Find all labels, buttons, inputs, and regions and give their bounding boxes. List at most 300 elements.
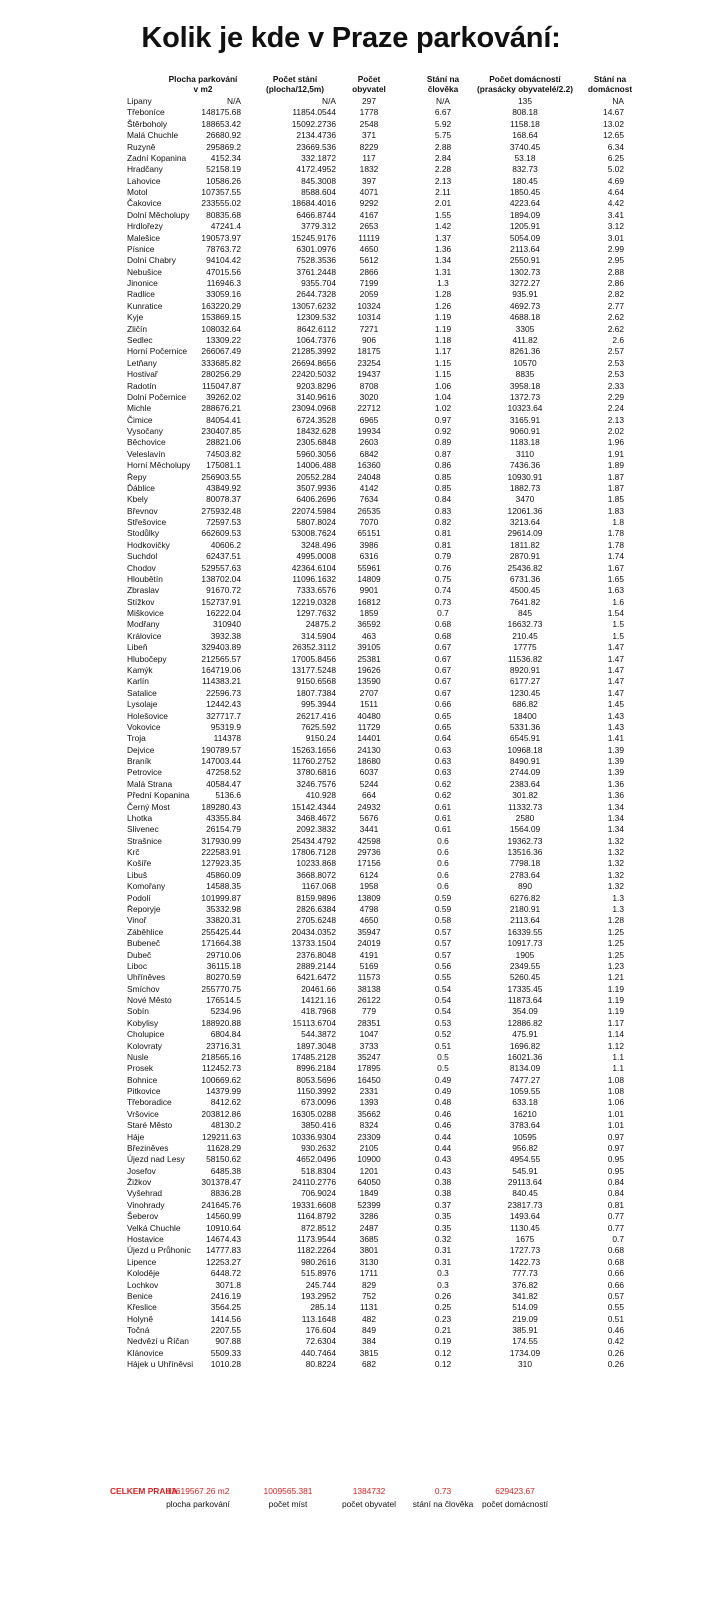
- table-row: [0, 96, 702, 107]
- table-row: [0, 187, 702, 198]
- spaces-per-person-cell: 0.32: [434, 1234, 452, 1244]
- parking-area-cell: 108032.64: [201, 323, 241, 334]
- households-cell: 10968.18: [507, 744, 543, 755]
- parking-spaces-cell: 1182.2264: [297, 1245, 336, 1256]
- households-cell: 777.73: [512, 1268, 538, 1279]
- households-cell: 16021.36: [507, 1051, 543, 1062]
- parking-area-cell: 14560.99: [206, 1211, 241, 1222]
- district-name-cell: Štěrboholy: [127, 118, 168, 129]
- parking-spaces-cell: 3140.9616: [296, 391, 336, 402]
- parking-spaces-cell: 2092.3832: [296, 824, 336, 835]
- households-cell: 1205.91: [509, 221, 541, 232]
- spaces-per-person-cell: 0.6: [437, 869, 449, 880]
- spaces-per-person-cell: 0.67: [434, 642, 452, 653]
- households-cell: 545.91: [512, 1165, 538, 1176]
- population-cell: 1711: [359, 1268, 378, 1279]
- spaces-per-person-cell: 0.63: [434, 756, 452, 767]
- population-cell: 3801: [359, 1245, 379, 1256]
- spaces-per-household-cell: 2.77: [607, 300, 624, 311]
- total-population: 1384732: [352, 1486, 386, 1496]
- table-row: [0, 392, 702, 403]
- district-name-cell: Horní Počernice: [127, 346, 188, 357]
- spaces-per-person-cell: 0.54: [434, 995, 452, 1006]
- district-name-cell: Pitkovice: [127, 1086, 161, 1097]
- header-households-line1: Počet domácností: [489, 74, 561, 84]
- header-population-line2: obyvatel: [352, 84, 386, 94]
- parking-spaces-cell: 13177.5248: [291, 665, 336, 675]
- spaces-per-person-cell: 0.57: [434, 926, 452, 937]
- population-cell: 35247: [357, 1051, 381, 1062]
- spaces-per-person-cell: 0.6: [437, 835, 449, 846]
- households-cell: 341.82: [512, 1290, 538, 1301]
- parking-spaces-cell: 3248.496: [301, 539, 336, 550]
- total-label: CELKEM PRAHA: [110, 1486, 178, 1496]
- district-name-cell: Staré Město: [127, 1120, 173, 1131]
- parking-area-cell: 3564.25: [210, 1302, 241, 1313]
- parking-spaces-cell: 72.6304: [305, 1336, 336, 1347]
- spaces-per-person-cell: 0.66: [434, 699, 452, 710]
- households-cell: 1894.09: [509, 209, 541, 220]
- population-cell: 3733: [359, 1040, 379, 1051]
- parking-area-cell: 188920.88: [201, 1017, 241, 1028]
- households-cell: 633.18: [512, 1097, 538, 1108]
- population-cell: 1511: [359, 699, 378, 710]
- parking-spaces-cell: 3468.4672: [296, 812, 336, 823]
- parking-spaces-cell: 20552.284: [296, 471, 336, 482]
- parking-spaces-cell: 21285.3992: [291, 346, 336, 357]
- parking-spaces-cell: 995.3944: [301, 699, 336, 710]
- parking-spaces-cell: 1167.068: [301, 881, 336, 892]
- population-cell: 1958: [359, 881, 379, 892]
- households-cell: 10570: [513, 357, 537, 368]
- table-row: [0, 972, 702, 983]
- population-cell: 36592: [357, 619, 381, 630]
- spaces-per-person-cell: 0.6: [437, 881, 449, 892]
- parking-area-cell: 43849.92: [206, 482, 241, 493]
- population-cell: 19934: [357, 426, 381, 437]
- table-row: [0, 767, 702, 778]
- parking-spaces-cell: 10336.9304: [291, 1131, 336, 1142]
- district-name-cell: Miškovice: [127, 608, 164, 619]
- parking-spaces-cell: 9355.704: [301, 278, 336, 289]
- households-cell: 6731.36: [509, 573, 541, 584]
- spaces-per-household-cell: 1.47: [607, 665, 624, 675]
- table-row: [0, 1257, 702, 1268]
- population-cell: 1859: [359, 608, 379, 619]
- parking-area-cell: 107357.55: [201, 187, 241, 198]
- district-name-cell: Písnice: [127, 243, 155, 254]
- households-cell: 1850.45: [509, 187, 541, 198]
- district-name-cell: Dolní Měcholupy: [127, 209, 190, 220]
- parking-area-cell: 94104.42: [206, 255, 241, 266]
- parking-spaces-cell: 13057.6232: [291, 300, 336, 311]
- parking-area-cell: 8412.62: [210, 1097, 241, 1108]
- table-row: [0, 1143, 702, 1154]
- spaces-per-household-cell: 0.68: [607, 1245, 624, 1256]
- district-name-cell: Hostivař: [127, 369, 158, 380]
- header-per-person: [413, 74, 473, 94]
- district-name-cell: Komořany: [127, 881, 166, 892]
- population-cell: 4798: [359, 903, 379, 914]
- spaces-per-household-cell: 0.97: [607, 1142, 624, 1153]
- spaces-per-person-cell: 0.86: [434, 460, 452, 471]
- spaces-per-household-cell: 1.25: [607, 938, 624, 949]
- spaces-per-household-cell: 1.96: [607, 437, 624, 448]
- spaces-per-household-cell: 1.06: [607, 1097, 624, 1108]
- population-cell: 13590: [357, 676, 381, 687]
- parking-spaces-cell: 15263.1656: [291, 744, 336, 755]
- population-cell: 5244: [359, 778, 379, 789]
- households-cell: 7798.18: [509, 858, 541, 869]
- spaces-per-person-cell: 0.37: [434, 1199, 452, 1210]
- table-row: [0, 984, 702, 995]
- district-name-cell: Troja: [127, 733, 146, 744]
- households-cell: 1727.73: [509, 1245, 541, 1256]
- parking-area-cell: 127923.35: [201, 858, 241, 869]
- spaces-per-person-cell: 0.63: [434, 767, 452, 778]
- parking-area-cell: 28821.06: [206, 437, 241, 448]
- header-population-line1: Počet: [357, 74, 381, 84]
- population-cell: 29736: [357, 847, 381, 858]
- spaces-per-household-cell: 1.01: [607, 1108, 624, 1119]
- district-name-cell: Kobylisy: [127, 1017, 159, 1028]
- households-cell: 3305: [515, 323, 535, 334]
- population-cell: 25381: [357, 653, 381, 664]
- spaces-per-household-cell: 1.36: [607, 790, 624, 801]
- households-cell: 16339.55: [507, 926, 543, 937]
- district-name-cell: Lipence: [127, 1256, 157, 1267]
- table-row: [0, 301, 702, 312]
- households-cell: 8920.91: [509, 665, 541, 675]
- households-cell: 1696.82: [509, 1040, 541, 1051]
- households-cell: 18400: [513, 710, 537, 721]
- parking-spaces-cell: 15113.6704: [292, 1017, 336, 1028]
- table-row: [0, 369, 702, 380]
- spaces-per-person-cell: 2.84: [434, 152, 452, 163]
- table-row: [0, 1097, 702, 1108]
- parking-area-cell: 171664.38: [201, 938, 241, 949]
- parking-area-cell: 100669.62: [201, 1074, 241, 1085]
- header-per-household: [580, 74, 640, 94]
- spaces-per-person-cell: 0.38: [434, 1188, 452, 1199]
- parking-area-cell: 26680.92: [206, 130, 241, 141]
- households-cell: 3213.64: [509, 517, 541, 528]
- spaces-per-household-cell: 14.67: [603, 107, 624, 118]
- parking-spaces-cell: 2705.6248: [296, 915, 336, 926]
- spaces-per-person-cell: 0.56: [434, 960, 452, 971]
- table-row: [0, 176, 702, 187]
- parking-spaces-cell: 42364.6104: [291, 562, 336, 573]
- district-name-cell: Nedvězí u Říčan: [127, 1336, 189, 1347]
- parking-spaces-cell: 2305.6848: [296, 437, 336, 448]
- table-row: [0, 426, 702, 437]
- population-cell: 64050: [357, 1177, 381, 1188]
- parking-area-cell: 175081.1: [206, 460, 241, 471]
- parking-area-cell: 33820.31: [206, 915, 241, 926]
- parking-area-cell: 36115.18: [206, 960, 241, 971]
- households-cell: 840.45: [512, 1188, 538, 1199]
- district-name-cell: Háje: [127, 1131, 145, 1142]
- district-name-cell: Vinohrady: [127, 1199, 165, 1210]
- parking-area-cell: 13309.22: [206, 334, 241, 345]
- table-row: [0, 267, 702, 278]
- households-cell: 12886.82: [507, 1017, 543, 1028]
- spaces-per-household-cell: 1.25: [607, 949, 624, 960]
- parking-spaces-cell: 5960.3056: [296, 448, 336, 459]
- spaces-per-household-cell: 1.39: [607, 767, 624, 778]
- households-cell: 19362.73: [507, 835, 543, 846]
- spaces-per-household-cell: 1.87: [607, 482, 624, 493]
- parking-area-cell: 218565.16: [201, 1051, 241, 1062]
- parking-area-cell: 317930.99: [201, 835, 241, 846]
- district-name-cell: Běchovice: [127, 437, 166, 448]
- parking-spaces-cell: 980.2616: [301, 1256, 336, 1267]
- parking-area-cell: 3071.8: [215, 1279, 241, 1290]
- district-name-cell: Lahovice: [127, 175, 161, 186]
- district-name-cell: Smíchov: [127, 983, 160, 994]
- parking-area-cell: 33059.16: [206, 289, 241, 300]
- total-per-person-caption: stání na člověka: [412, 1499, 474, 1509]
- district-name-cell: Chodov: [127, 562, 156, 573]
- spaces-per-household-cell: 0.66: [607, 1268, 624, 1279]
- spaces-per-household-cell: 1.54: [607, 608, 624, 619]
- households-cell: 16210: [513, 1108, 537, 1119]
- households-cell: 2580: [515, 812, 535, 823]
- spaces-per-person-cell: 0.97: [434, 414, 452, 425]
- households-cell: 686.82: [512, 699, 538, 710]
- spaces-per-person-cell: 0.6: [437, 858, 449, 869]
- spaces-per-person-cell: 0.7: [437, 608, 449, 619]
- population-cell: 7070: [359, 517, 379, 528]
- population-cell: 752: [362, 1290, 376, 1301]
- spaces-per-household-cell: 1.67: [607, 562, 624, 573]
- households-cell: 3783.64: [509, 1120, 541, 1131]
- parking-area-cell: 288676.21: [201, 403, 241, 414]
- spaces-per-household-cell: 1.08: [607, 1086, 624, 1097]
- parking-area-cell: 327717.7: [206, 710, 241, 721]
- spaces-per-person-cell: 0.55: [434, 972, 452, 983]
- parking-spaces-cell: 9150.24: [305, 733, 336, 744]
- households-cell: 10930.91: [507, 471, 543, 482]
- table-row: [0, 107, 702, 118]
- table-row: [0, 1336, 702, 1347]
- spaces-per-household-cell: 2.95: [607, 255, 624, 266]
- households-cell: 8134.09: [509, 1063, 541, 1074]
- spaces-per-household-cell: 1.83: [607, 505, 624, 516]
- spaces-per-person-cell: 0.89: [434, 437, 452, 448]
- households-cell: 1130.45: [510, 1222, 540, 1233]
- table-row: [0, 813, 702, 824]
- spaces-per-household-cell: 0.46: [607, 1325, 624, 1336]
- population-cell: 22712: [357, 403, 381, 414]
- parking-spaces-cell: 20434.0352: [291, 926, 336, 937]
- spaces-per-household-cell: 1.45: [607, 699, 624, 710]
- table-row: [0, 642, 702, 653]
- parking-area-cell: 114378: [213, 733, 241, 744]
- table-row: [0, 506, 702, 517]
- district-name-cell: Vokovice: [127, 721, 161, 732]
- parking-spaces-cell: 5807.8024: [296, 517, 336, 528]
- spaces-per-household-cell: 13.02: [603, 118, 624, 129]
- spaces-per-person-cell: 0.23: [434, 1313, 452, 1324]
- parking-area-cell: 176514.5: [206, 995, 241, 1006]
- parking-spaces-cell: 8588.604: [301, 187, 336, 198]
- table-row: [0, 1234, 702, 1245]
- spaces-per-household-cell: 1.19: [607, 995, 624, 1006]
- district-name-cell: Zbraslav: [127, 585, 160, 596]
- spaces-per-household-cell: 0.55: [607, 1302, 624, 1313]
- spaces-per-person-cell: 0.81: [434, 528, 452, 539]
- population-cell: 2105: [359, 1142, 379, 1153]
- households-cell: 11536.82: [507, 653, 543, 664]
- parking-area-cell: 112452.73: [202, 1063, 241, 1074]
- district-name-cell: Královice: [127, 630, 162, 641]
- spaces-per-person-cell: 0.12: [434, 1359, 452, 1370]
- table-row: [0, 847, 702, 858]
- parking-area-cell: 190789.57: [201, 744, 241, 755]
- parking-spaces-cell: 245.744: [305, 1279, 336, 1290]
- district-name-cell: Josefov: [127, 1165, 156, 1176]
- population-cell: 1047: [359, 1029, 379, 1040]
- table-row: [0, 802, 702, 813]
- spaces-per-household-cell: 1.32: [607, 858, 624, 869]
- spaces-per-household-cell: 1.21: [607, 972, 624, 983]
- parking-spaces-cell: 1150.3992: [297, 1086, 336, 1097]
- spaces-per-person-cell: 5.92: [434, 118, 452, 129]
- spaces-per-household-cell: 1.6: [612, 596, 624, 607]
- households-cell: 9060.91: [509, 426, 541, 437]
- district-name-cell: Dolní Chabry: [127, 255, 176, 266]
- population-cell: 664: [362, 790, 376, 801]
- table-row: [0, 1314, 702, 1325]
- parking-area-cell: 12442.43: [206, 699, 241, 710]
- population-cell: 38138: [357, 983, 381, 994]
- district-name-cell: Motol: [127, 187, 148, 198]
- spaces-per-person-cell: 0.61: [434, 812, 452, 823]
- district-name-cell: Malá Chuchle: [127, 130, 179, 141]
- population-cell: 1393: [359, 1097, 379, 1108]
- table-row: [0, 950, 702, 961]
- population-cell: 5612: [359, 255, 379, 266]
- spaces-per-person-cell: N/A: [436, 96, 450, 106]
- table-row: [0, 631, 702, 642]
- total-households: 629423.67: [495, 1486, 535, 1496]
- spaces-per-person-cell: 2.01: [434, 198, 452, 209]
- table-row: [0, 494, 702, 505]
- parking-area-cell: 203812.86: [201, 1108, 241, 1119]
- population-cell: 39105: [357, 642, 381, 653]
- parking-spaces-cell: 332.1872: [301, 152, 336, 163]
- spaces-per-household-cell: 1.43: [607, 710, 624, 721]
- table-row: [0, 1041, 702, 1052]
- parking-spaces-cell: 8642.6112: [297, 323, 336, 334]
- spaces-per-household-cell: 1.47: [607, 642, 624, 653]
- spaces-per-household-cell: 2.29: [607, 391, 624, 402]
- spaces-per-household-cell: 5.02: [607, 164, 624, 175]
- spaces-per-household-cell: 1.43: [607, 721, 624, 732]
- population-cell: 3441: [359, 824, 379, 835]
- parking-area-cell: 129211.63: [202, 1131, 241, 1142]
- parking-area-cell: 23716.31: [206, 1040, 241, 1051]
- parking-spaces-cell: 18684.4016: [291, 198, 336, 209]
- district-name-cell: Žižkov: [127, 1177, 152, 1188]
- parking-area-cell: 35332.98: [206, 903, 241, 914]
- parking-area-cell: 6448.72: [210, 1268, 241, 1279]
- population-cell: 2059: [359, 289, 379, 300]
- parking-area-cell: 138702.04: [201, 573, 241, 584]
- spaces-per-household-cell: 0.7: [612, 1234, 624, 1244]
- table-row: [0, 164, 702, 175]
- parking-area-cell: 8836.28: [210, 1188, 241, 1199]
- district-name-cell: Braník: [127, 756, 152, 767]
- population-cell: 779: [362, 1006, 376, 1017]
- parking-spaces-cell: 53008.7624: [291, 528, 336, 539]
- population-cell: 11729: [357, 721, 381, 732]
- population-cell: 482: [362, 1313, 376, 1324]
- district-name-cell: Radlice: [127, 289, 155, 300]
- district-name-cell: Břevnov: [127, 505, 158, 516]
- households-cell: 1905: [515, 949, 535, 960]
- table-row: [0, 1109, 702, 1120]
- population-cell: 23309: [357, 1131, 381, 1142]
- households-cell: 1302.73: [509, 266, 541, 277]
- district-name-cell: Holyně: [127, 1313, 154, 1324]
- spaces-per-person-cell: 0.5: [437, 1063, 449, 1074]
- table-row: [0, 403, 702, 414]
- spaces-per-household-cell: 1.14: [607, 1029, 624, 1040]
- spaces-per-person-cell: 2.13: [434, 175, 452, 186]
- table-row: [0, 756, 702, 767]
- households-cell: 210.45: [512, 630, 538, 641]
- households-cell: 3470: [515, 494, 535, 505]
- table-row: [0, 1245, 702, 1256]
- households-cell: 2550.91: [509, 255, 541, 266]
- district-name-cell: Michle: [127, 403, 152, 414]
- population-cell: 4650: [359, 915, 379, 926]
- spaces-per-household-cell: 1.25: [607, 926, 624, 937]
- table-row: [0, 528, 702, 539]
- parking-spaces-cell: 4172.4952: [296, 164, 336, 175]
- population-cell: 384: [362, 1336, 376, 1347]
- parking-spaces-cell: 9203.8296: [296, 380, 336, 391]
- spaces-per-household-cell: 2.99: [607, 243, 624, 254]
- header-households: [465, 74, 585, 94]
- table-row: [0, 608, 702, 619]
- parking-area-cell: 255425.44: [201, 926, 241, 937]
- table-row: [0, 221, 702, 232]
- households-cell: 7477.27: [509, 1074, 541, 1085]
- parking-area-cell: 47015.56: [206, 266, 241, 277]
- spaces-per-person-cell: 1.42: [434, 221, 452, 232]
- spaces-per-household-cell: 2.62: [607, 323, 624, 334]
- households-cell: 180.45: [512, 175, 538, 186]
- table-row: [0, 1018, 702, 1029]
- population-cell: 52399: [357, 1199, 381, 1210]
- district-name-cell: Březiněves: [127, 1142, 169, 1153]
- spaces-per-household-cell: 1.3: [612, 903, 624, 914]
- total-population-caption: počet obyvatel: [341, 1499, 396, 1509]
- population-cell: 24932: [357, 801, 381, 812]
- district-name-cell: Koloděje: [127, 1268, 160, 1279]
- spaces-per-person-cell: 0.46: [434, 1108, 452, 1119]
- spaces-per-person-cell: 0.44: [434, 1142, 452, 1153]
- spaces-per-person-cell: 0.81: [434, 539, 452, 550]
- parking-spaces-cell: 544.3872: [301, 1029, 336, 1040]
- parking-area-cell: 5509.33: [210, 1347, 241, 1358]
- table-row: [0, 711, 702, 722]
- spaces-per-household-cell: 1.74: [607, 551, 624, 562]
- spaces-per-household-cell: 1.19: [607, 1006, 624, 1017]
